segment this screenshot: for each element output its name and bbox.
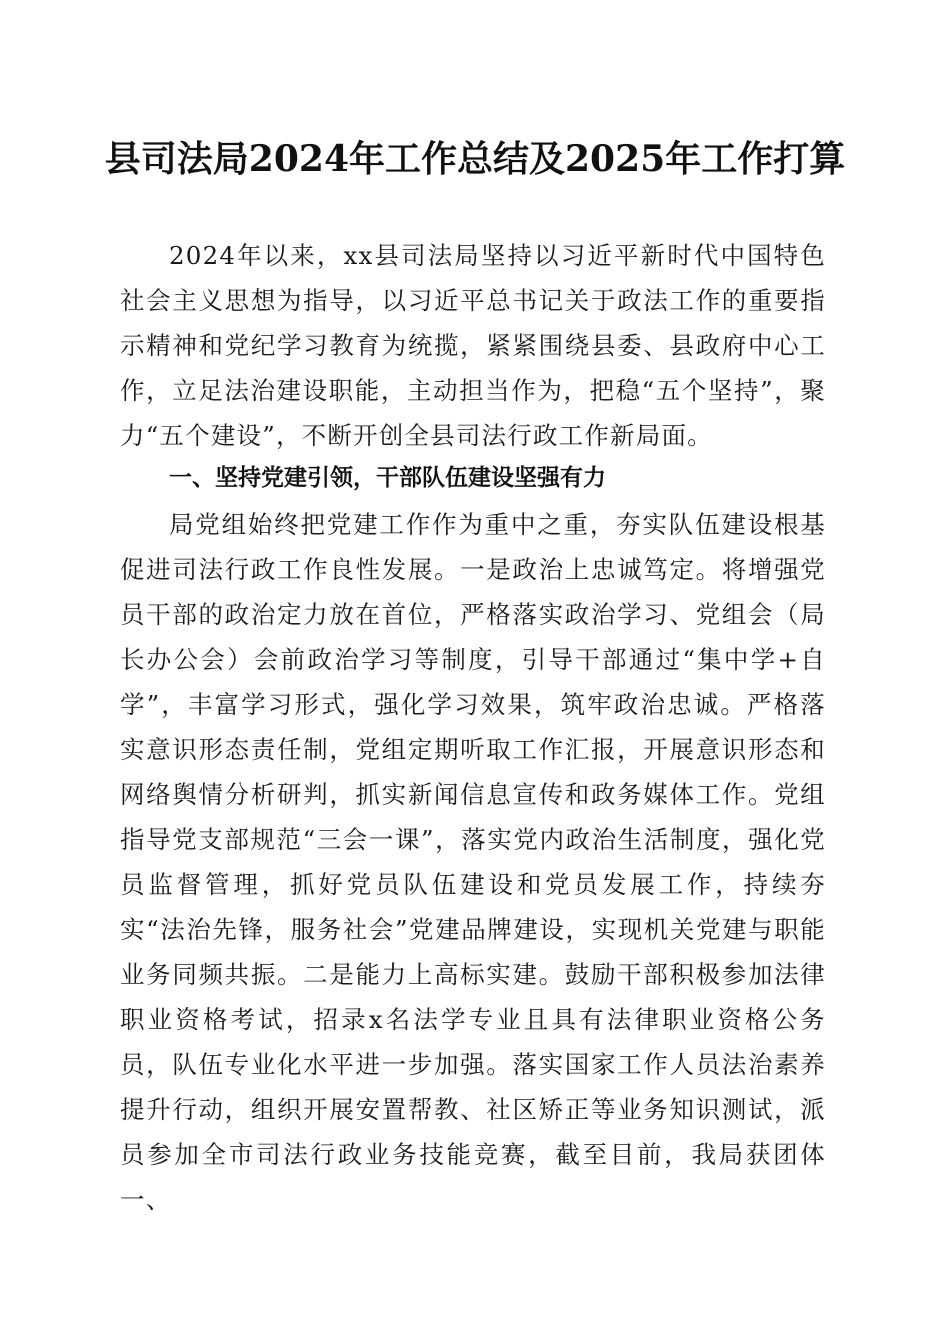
- document-title: 县司法局2024年工作总结及2025年工作打算: [104, 138, 846, 180]
- section-paragraph: 局党组始终把党建工作作为重中之重，夯实队伍建设根基促进司法行政工作良性发展。一是政治上忠诚笃定。将增强党员干部的政治定力放在首位，严格落实政治学习、党组会（局长办公会）会前政治学习等制度，引导干部通过“集中学+自学”，丰富学习形式，强化学习效果，筑牢政治忠诚。严格落实意识形态责任制，党组定期听取工作汇报，开展意识形态和网络舆情分析研判，抓实新闻信息宣传和政务媒体工作。党组指导党支部规范“三会一课”，落实党内政治生活制度，强化党员监督管理，抓好党员队伍建设和党员发展工作，持续夯实“法治先锋，服务社会”党建品牌建设，实现机关党建与职能业务同频共振。二是能力上高标实建。鼓励干部积极参加法律职业资格考试，招录x名法学专业且具有法律职业资格公务员，队伍专业化水平进一步加强。落实国家工作人员法治素养提升行动，组织开展安置帮教、社区矫正等业务知识测试，派员参加全市司法行政业务技能竞赛，截至目前，我局获团体一、: [120, 510, 826, 1214]
- section-heading: 一、坚持党建引领，干部队伍建设坚强有力: [169, 465, 606, 491]
- intro-paragraph: 2024年以来，xx县司法局坚持以习近平新时代中国特色社会主义思想为指导，以习近平总书记关于政法工作的重要指示精神和党纪学习教育为统揽，紧紧围绕县委、县政府中心工作，立足法治建设职能，主动担当作为，把稳“五个坚持”，聚力“五个建设”，不断开创全县司法行政工作新局面。: [120, 241, 826, 450]
